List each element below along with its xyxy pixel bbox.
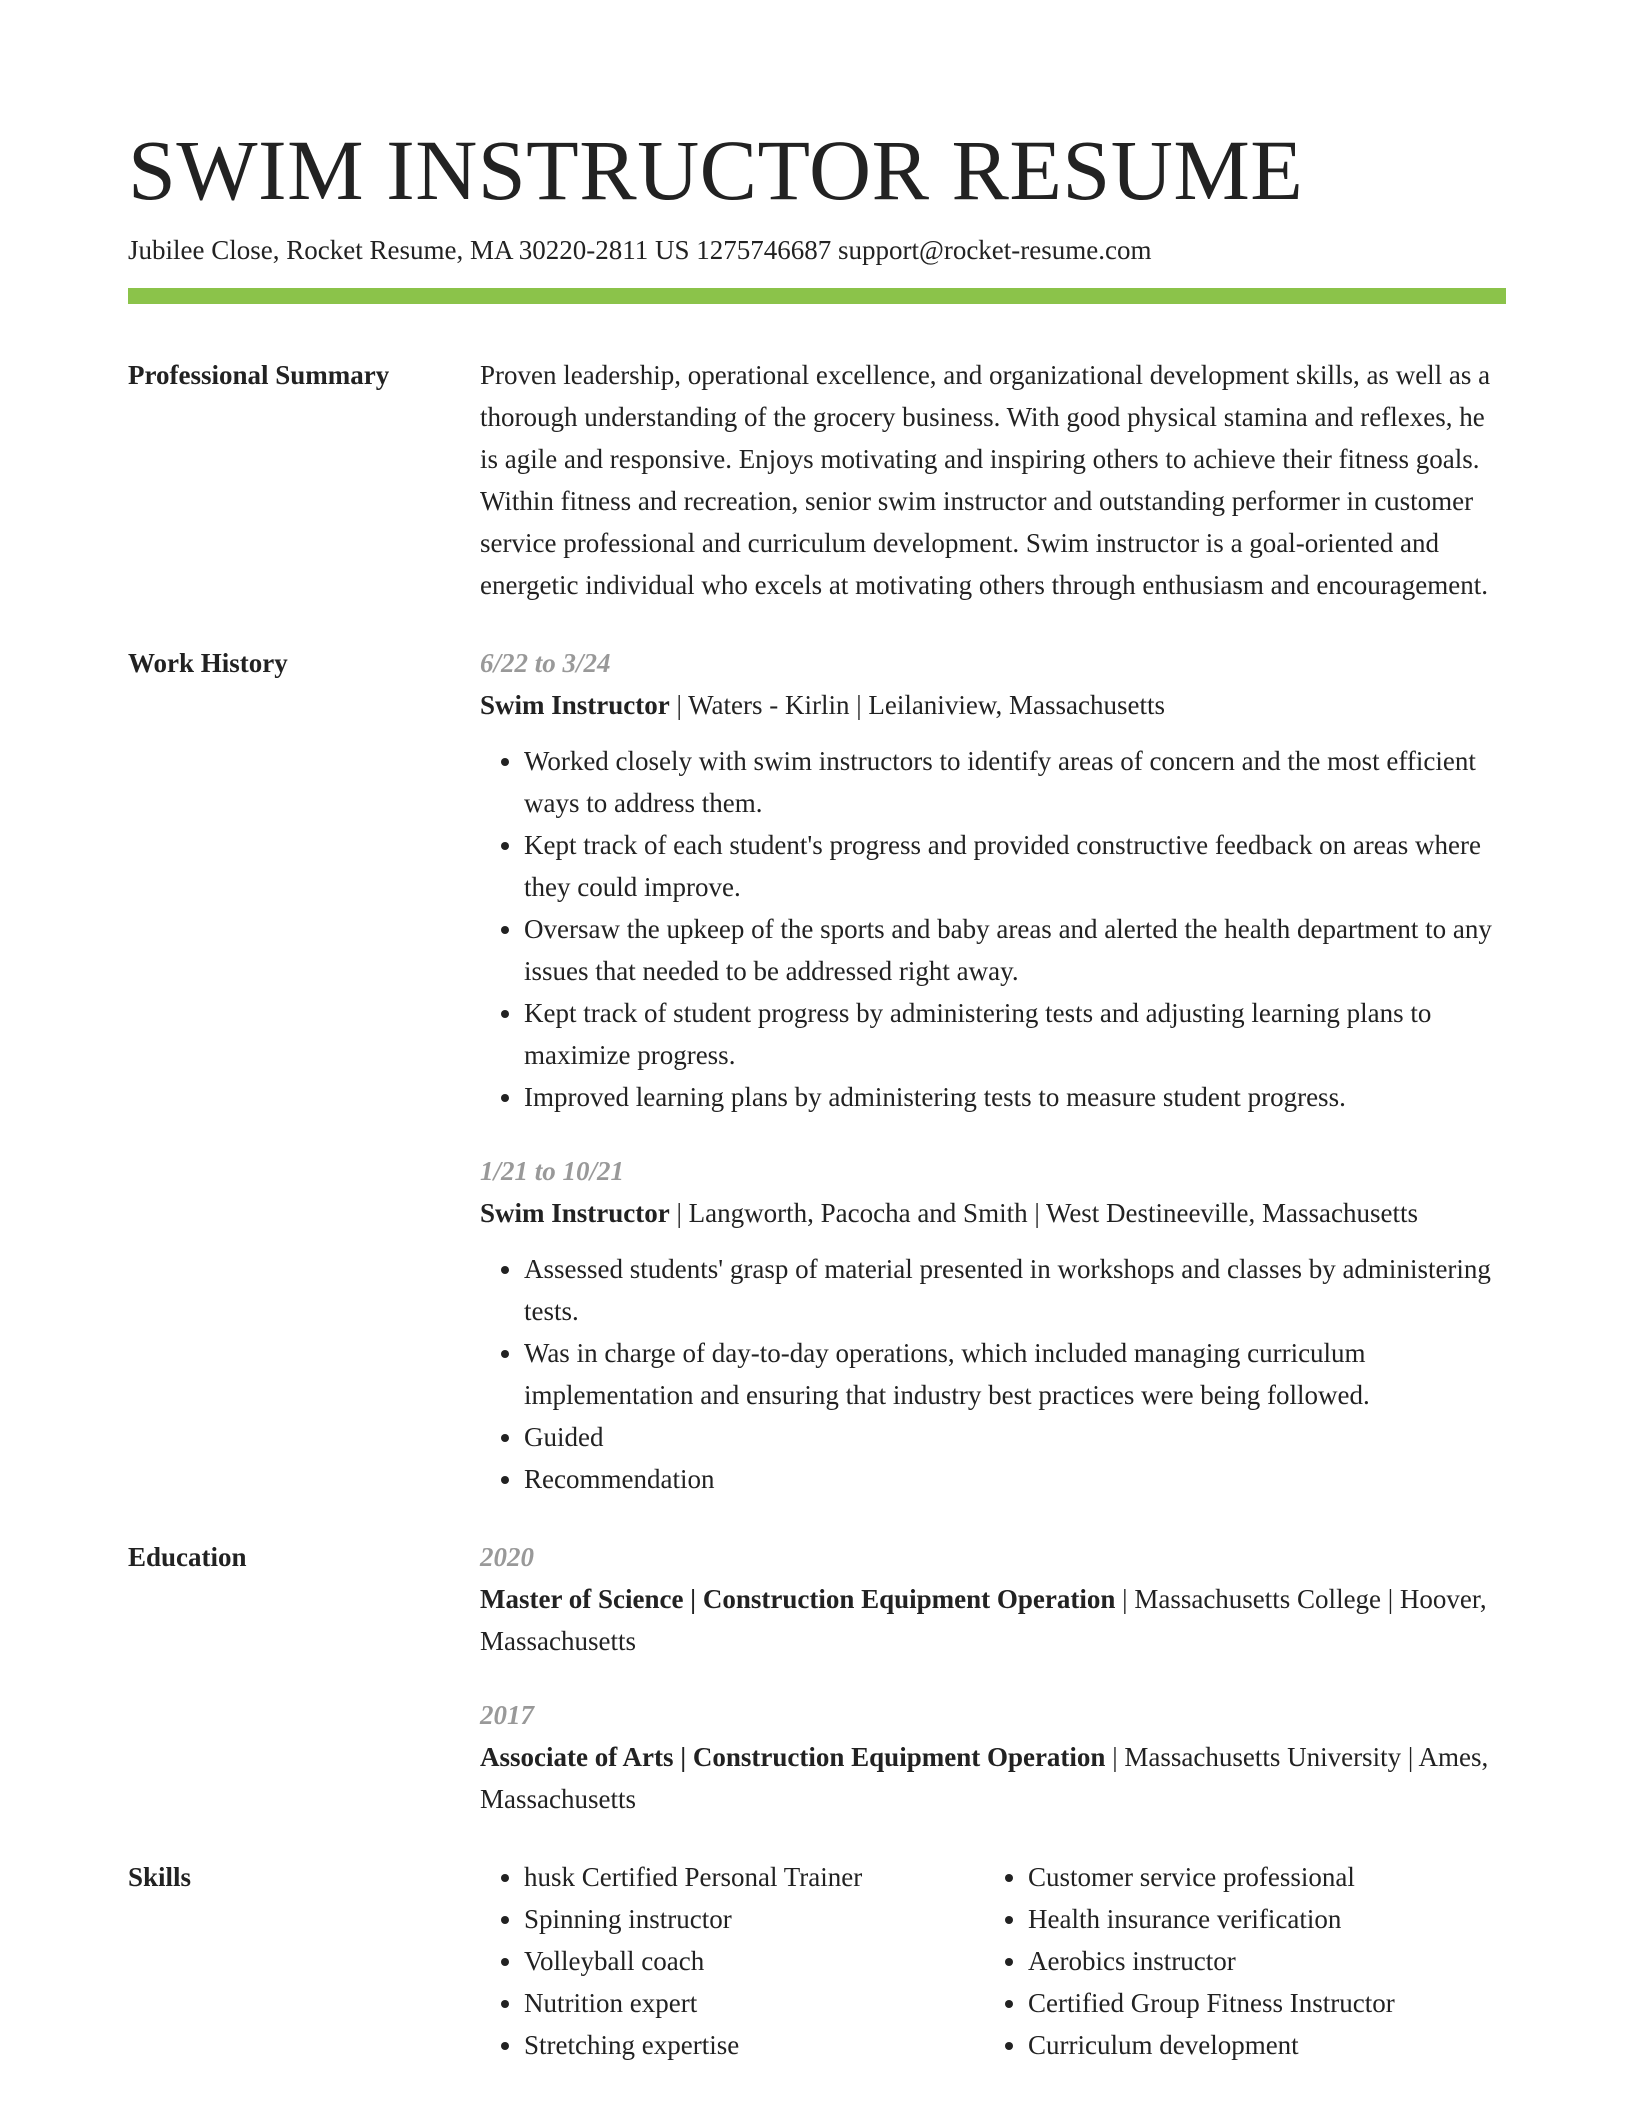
education-section bbox=[128, 1536, 1506, 1820]
education-entry bbox=[480, 1694, 1506, 1820]
list-item: • Volleyball coach bbox=[524, 1940, 984, 1982]
list-item: • Customer service professional bbox=[1028, 1856, 1488, 1898]
list-item: • Kept track of student progress by administering tests and adjusting learning plans to maximize progress. bbox=[524, 992, 1506, 1076]
education-content bbox=[480, 1536, 1506, 1820]
list-item: • Recommendation bbox=[524, 1458, 1506, 1500]
list-item: • Kept track of each student's progress and provided constructive feedback on areas where they could improve. bbox=[524, 824, 1506, 908]
list-item: • Aerobics instructor bbox=[1028, 1940, 1488, 1982]
job-dates: 1/21 to 10/21 bbox=[480, 1156, 625, 1186]
education-degree: Associate of Arts | Construction Equipment Operation bbox=[480, 1742, 1106, 1772]
skills-content bbox=[480, 1856, 1506, 2066]
list-item: • Certified Group Fitness Instructor bbox=[1028, 1982, 1488, 2024]
summary-content bbox=[480, 354, 1506, 606]
list-item: • Improved learning plans by administering tests to measure student progress. bbox=[524, 1076, 1506, 1118]
job-heading bbox=[480, 684, 1506, 726]
contact-line: Jubilee Close, Rocket Resume, MA 30220-2811 US 1275746687 support@rocket-resume.com bbox=[128, 235, 1152, 265]
job-details: | Langworth, Pacocha and Smith | West Destineeville, Massachusetts bbox=[669, 1198, 1418, 1228]
job-dates: 6/22 to 3/24 bbox=[480, 648, 611, 678]
job-details: | Waters - Kirlin | Leilaniview, Massachusetts bbox=[669, 690, 1166, 720]
list-item: • Worked closely with swim instructors to identify areas of concern and the most efficient ways to address them. bbox=[524, 740, 1506, 824]
education-heading bbox=[480, 1736, 1506, 1820]
education-degree: Master of Science | Construction Equipment Operation bbox=[480, 1584, 1116, 1614]
education-year: 2020 bbox=[480, 1542, 534, 1572]
list-item: • Stretching expertise bbox=[524, 2024, 984, 2066]
education-entry bbox=[480, 1536, 1506, 1662]
list-item: • Health insurance verification bbox=[1028, 1898, 1488, 1940]
list-item: • Nutrition expert bbox=[524, 1982, 984, 2024]
skills-list-right bbox=[984, 1856, 1488, 2066]
list-item: • Guided bbox=[524, 1416, 1506, 1458]
education-heading bbox=[480, 1578, 1506, 1662]
skills-section bbox=[128, 1856, 1506, 2066]
education-year: 2017 bbox=[480, 1700, 534, 1730]
resume-page bbox=[128, 120, 1506, 2066]
list-item: • husk Certified Personal Trainer bbox=[524, 1856, 984, 1898]
section-label-skills: Skills bbox=[128, 1862, 192, 1892]
job-title: Swim Instructor bbox=[480, 1198, 670, 1228]
job-title: Swim Instructor bbox=[480, 690, 670, 720]
skills-list-left bbox=[480, 1856, 984, 2066]
job-bullets bbox=[480, 1248, 1506, 1500]
summary-section bbox=[128, 354, 1506, 606]
job-bullets bbox=[480, 740, 1506, 1118]
education-details: | Massachusetts College | Hoover, Massachusetts bbox=[480, 1584, 1487, 1656]
job-entry bbox=[480, 1150, 1506, 1500]
list-item: • Oversaw the upkeep of the sports and baby areas and alerted the health department to any issues that needed to be addressed right away. bbox=[524, 908, 1506, 992]
list-item: • Spinning instructor bbox=[524, 1898, 984, 1940]
job-entry bbox=[480, 642, 1506, 1118]
list-item: • Was in charge of day-to-day operations, which included managing curriculum implementation and ensuring that industry best practices were being followed. bbox=[524, 1332, 1506, 1416]
job-heading bbox=[480, 1192, 1506, 1234]
work-history-content bbox=[480, 642, 1506, 1500]
resume-title: SWIM INSTRUCTOR RESUME bbox=[128, 122, 1304, 218]
work-history-section bbox=[128, 642, 1506, 1500]
list-item: • Curriculum development bbox=[1028, 2024, 1488, 2066]
list-item: • Assessed students' grasp of material presented in workshops and classes by administering tests. bbox=[524, 1248, 1506, 1332]
section-label-education: Education bbox=[128, 1542, 247, 1572]
section-label-work-history: Work History bbox=[128, 648, 288, 678]
header-divider bbox=[128, 288, 1506, 304]
section-label-summary: Professional Summary bbox=[128, 360, 390, 390]
education-details: | Massachusetts University | Ames, Massachusetts bbox=[480, 1742, 1489, 1814]
summary-text: Proven leadership, operational excellence, and organizational development skills, as well as a thorough understanding of the grocery business. With good physical stamina and reflexes, he is agile and responsive. Enjoys motivating and inspiring others to achieve their fitness goals. Within fitness and recreation, senior swim instructor and outstanding performer in customer service professional and curriculum development. Swim instructor is a goal-oriented and energetic individual who excels at motivating others through enthusiasm and encouragement. bbox=[480, 360, 1491, 600]
